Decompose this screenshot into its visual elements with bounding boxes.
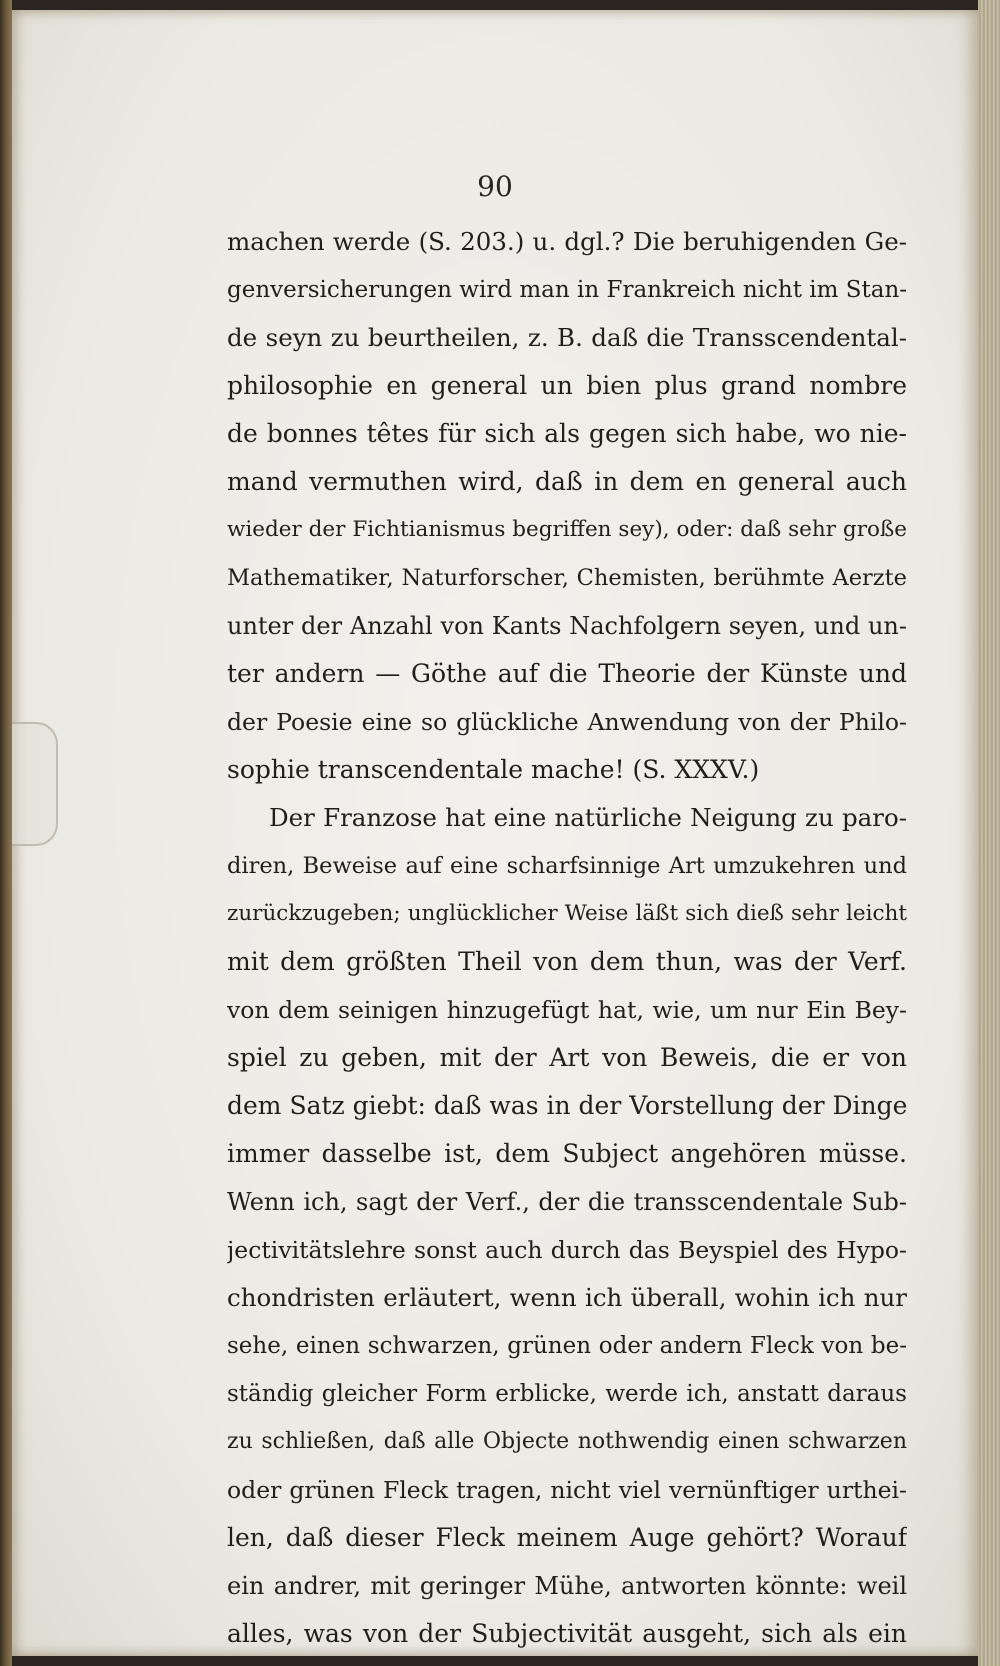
body-text xyxy=(227,218,907,1658)
text-line: mand vermuthen wird, daß in dem en general auch xyxy=(227,467,907,496)
text-line: sehe, einen schwarzen, grünen oder andern Fleck von be- xyxy=(227,1333,907,1359)
text-line: diren, Beweise auf eine scharfsinnige Art umzukehren und xyxy=(227,853,907,879)
book-binding xyxy=(0,0,12,1666)
text-line: alles, was von der Subjectivität ausgeht, sich als ein xyxy=(227,1619,907,1648)
text-line: Der Franzose hat eine natürliche Neigung zu paro- xyxy=(269,803,907,832)
text-line: Mathematiker, Naturforscher, Chemisten, berühmte Aerzte xyxy=(227,565,907,591)
text-line: genversicherungen wird man in Frankreich nicht im Stan- xyxy=(227,277,907,303)
text-line: jectivitätslehre sonst auch durch das Beyspiel des Hypo- xyxy=(227,1236,907,1264)
text-line: zurückzugeben; unglücklicher Weise läßt sich dieß sehr leicht xyxy=(227,901,907,926)
book-page xyxy=(12,10,978,1656)
text-line: wieder der Fichtianismus begriffen sey), oder: daß sehr große xyxy=(227,517,907,542)
text-line: ständig gleicher Form erblicke, werde ich, anstatt daraus xyxy=(227,1381,907,1407)
text-line: philosophie en general un bien plus grand nombre xyxy=(227,371,907,400)
text-line: machen werde (S. 203.) u. dgl.? Die beruhigenden Ge- xyxy=(227,227,907,256)
text-line: zu schließen, daß alle Objecte nothwendig einen schwarzen xyxy=(227,1429,907,1454)
text-line: oder grünen Fleck tragen, nicht viel vernünftiger urthei- xyxy=(227,1476,907,1504)
page-clip-mark xyxy=(12,722,58,846)
text-line: von dem seinigen hinzugefügt hat, wie, um nur Ein Bey- xyxy=(227,996,907,1024)
text-line: dem Satz giebt: daß was in der Vorstellung der Dinge xyxy=(227,1091,907,1120)
text-line: sophie transcendentale mache! (S. XXXV.) xyxy=(227,755,760,784)
text-line: immer dasselbe ist, dem Subject angehören müsse. xyxy=(227,1139,907,1168)
text-line: ter andern — Göthe auf die Theorie der Künste und xyxy=(227,659,907,688)
page-edges xyxy=(978,0,1000,1666)
text-line: len, daß dieser Fleck meinem Auge gehört? Worauf xyxy=(227,1523,907,1552)
text-line: ein andrer, mit geringer Mühe, antworten könnte: weil xyxy=(227,1572,907,1600)
text-line: der Poesie eine so glückliche Anwendung von der Philo- xyxy=(227,708,907,736)
text-line: unter der Anzahl von Kants Nachfolgern seyen, und un- xyxy=(227,612,907,640)
text-line: Wenn ich, sagt der Verf., der die transscendentale Sub- xyxy=(227,1188,907,1216)
text-line: mit dem größten Theil von dem thun, was der Verf. xyxy=(227,947,907,976)
text-line: de seyn zu beurtheilen, z. B. daß die Transscendental- xyxy=(227,323,907,352)
page-number: 90 xyxy=(477,170,513,203)
text-line: chondristen erläutert, wenn ich überall, wohin ich nur xyxy=(227,1283,907,1312)
text-line: de bonnes têtes für sich als gegen sich habe, wo nie- xyxy=(227,419,907,448)
text-line: spiel zu geben, mit der Art von Beweis, die er von xyxy=(227,1043,907,1072)
